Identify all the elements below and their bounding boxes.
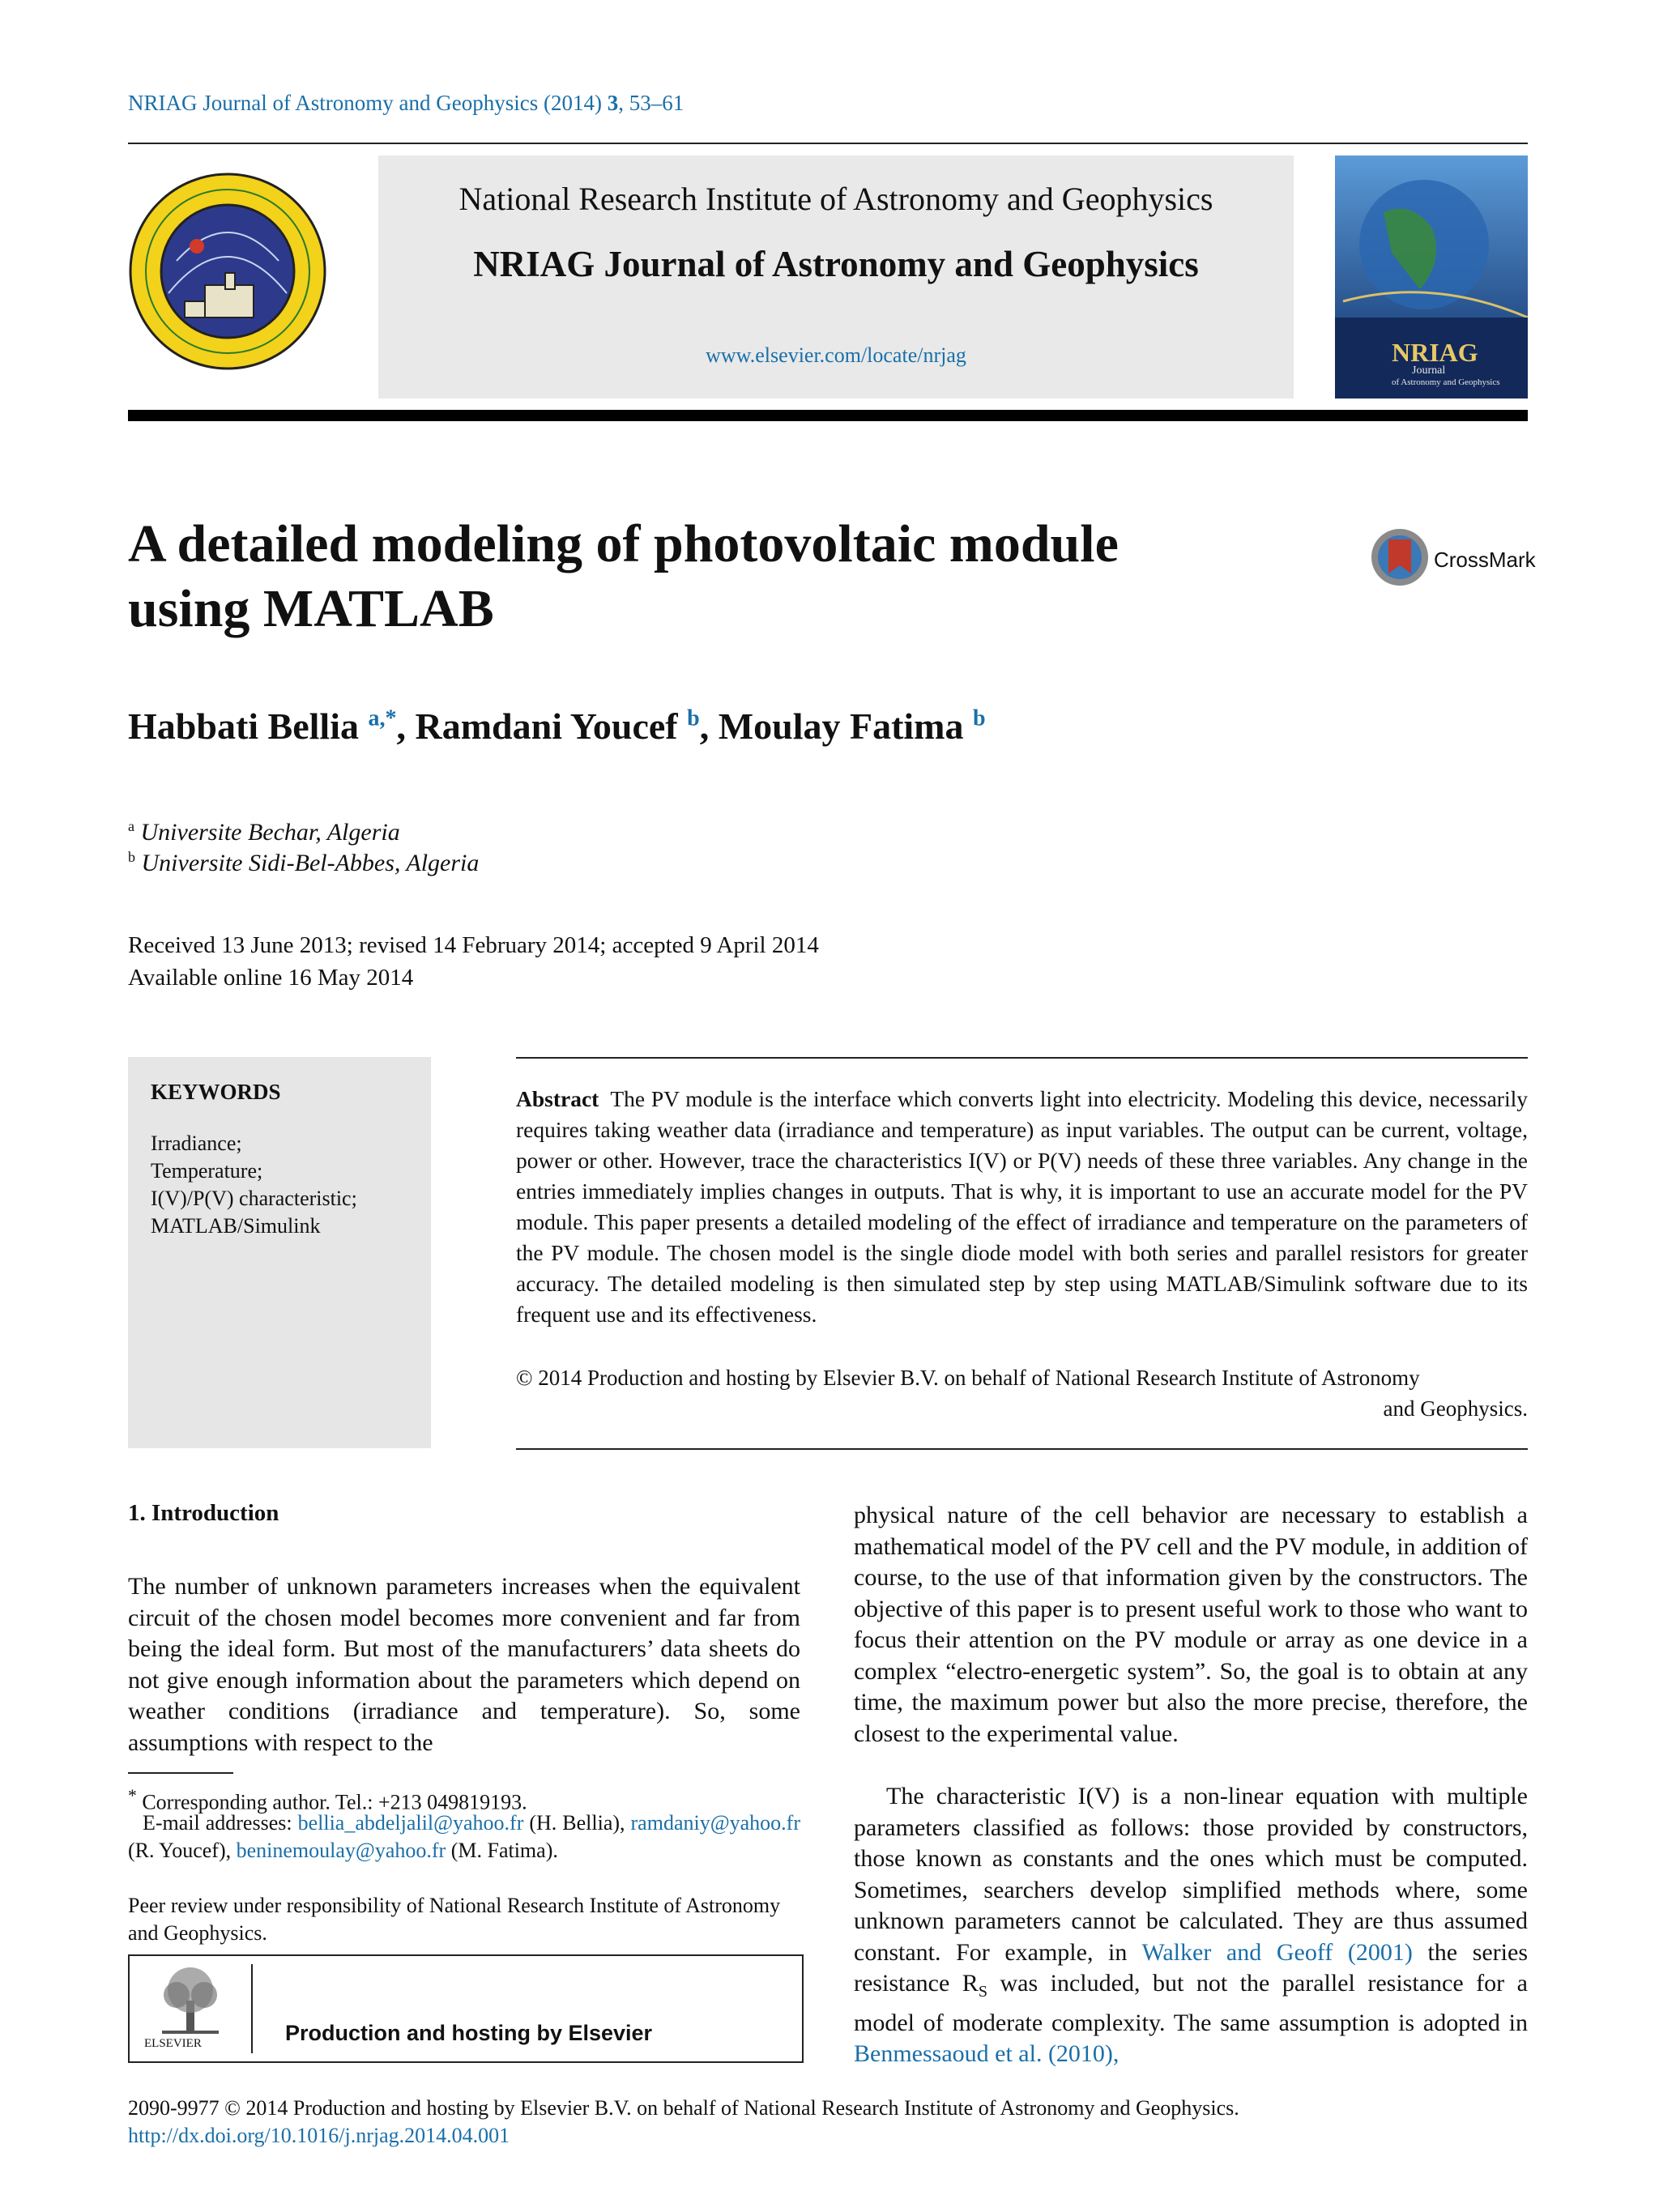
footnote-star: * bbox=[128, 1786, 137, 1805]
available-online: Available online 16 May 2014 bbox=[128, 965, 414, 991]
para2-text-b: the series resistance R bbox=[854, 1938, 1528, 1997]
doi-link[interactable]: http://dx.doi.org/10.1016/j.nrjag.2014.04.001 bbox=[128, 2124, 510, 2147]
article-title bbox=[128, 512, 1222, 641]
keyword-item: MATLAB/Simulink bbox=[151, 1214, 321, 1238]
institute-logo bbox=[128, 172, 327, 371]
intro-right-paragraph-1: physical nature of the cell behavior are necessary to establish a mathematical model of the PV cell and the PV module, in addition of course, to the use of that information given by the constructors. The objective of this paper is to present useful work to those who want to focus their attention on the PV module or array as one device in a complex “electro-energetic system”. So, the goal is to obtain at any time, the maximum power but also the more precise, therefore, the closest to the experimental value. bbox=[854, 1502, 1528, 1747]
intro-left-paragraph: The number of unknown parameters increases when the equivalent circuit of the chosen model becomes more convenient and far from being the ideal form. But most of the manufacturers’ data sheets do not give enough information about the parameters which depend on weather conditions (irradiance and temperature). So, some assumptions with respect to the bbox=[128, 1573, 800, 1756]
abstract-top-rule bbox=[516, 1057, 1528, 1059]
author-1-affiliation[interactable]: a,* bbox=[368, 705, 397, 731]
elsevier-divider bbox=[251, 1964, 253, 2053]
journal-name: NRIAG Journal of Astronomy and Geophysics bbox=[473, 244, 1199, 284]
crossmark-icon bbox=[1369, 526, 1431, 588]
title-line-2: using MATLAB bbox=[128, 579, 494, 638]
peer-review-note: Peer review under responsibility of National Research Institute of Astronomy and Geophysics. bbox=[128, 1894, 781, 1945]
crossmark-label: CrossMark bbox=[1434, 548, 1536, 572]
elsevier-tree-icon bbox=[146, 1964, 235, 2037]
affiliation-b-text: Universite Sidi-Bel-Abbes, Algeria bbox=[141, 850, 480, 876]
cover-subtitle-2: of Astronomy and Geophysics bbox=[1392, 377, 1500, 387]
institute-name: National Research Institute of Astronomy and Geophysics bbox=[458, 181, 1213, 217]
journal-ref-pages: , 53–61 bbox=[618, 91, 684, 115]
email-link-moulay[interactable]: beninemoulay@yahoo.fr bbox=[236, 1839, 446, 1862]
footnote-rule bbox=[128, 1772, 233, 1774]
keywords-box bbox=[128, 1057, 431, 1448]
citation-link-benmessaoud[interactable]: Benmessaoud et al. (2010), bbox=[854, 2040, 1120, 2067]
elsevier-name: ELSEVIER bbox=[144, 2037, 202, 2050]
abstract bbox=[516, 1084, 1528, 1330]
institute-seal-icon bbox=[128, 172, 327, 371]
para2-text-c: was included, but not the parallel resistance for a model of moderate complexity. The same assumption is adopted in bbox=[854, 1970, 1528, 2036]
cover-title: NRIAG bbox=[1392, 338, 1478, 367]
keyword-item: Irradiance; bbox=[151, 1132, 242, 1155]
author-2-affiliation[interactable]: b bbox=[687, 705, 700, 731]
abstract-label: Abstract bbox=[516, 1086, 599, 1111]
keywords-title: KEYWORDS bbox=[151, 1080, 281, 1104]
journal-ref-prefix: NRIAG Journal of Astronomy and Geophysics (2014) bbox=[128, 91, 602, 115]
affiliation-a-text: Universite Bechar, Algeria bbox=[140, 819, 400, 846]
journal-reference[interactable] bbox=[128, 91, 684, 116]
section-heading: 1. Introduction bbox=[128, 1500, 279, 1526]
author-1: Habbati Bellia bbox=[128, 705, 359, 747]
affiliation-a-mark: a bbox=[128, 818, 134, 834]
corresponding-author: Corresponding author. Tel.: +213 049819193. bbox=[142, 1790, 527, 1814]
email-link-bellia[interactable]: bellia_abdeljalil@yahoo.fr bbox=[297, 1811, 524, 1835]
email-label: E-mail addresses: bbox=[143, 1811, 292, 1835]
copyright-line-2: and Geophysics. bbox=[1383, 1396, 1528, 1421]
author-list bbox=[128, 705, 986, 748]
copyright-line-1: © 2014 Production and hosting by Elsevier B.V. on behalf of National Research Institute of Astronomy bbox=[516, 1366, 1420, 1390]
issn-line: 2090-9977 © 2014 Production and hosting by Elsevier B.V. on behalf of National Research Institute of Astronomy and Geophysics. bbox=[128, 2096, 1239, 2120]
abstract-text: The PV module is the interface which converts light into electricity. Modeling this device, necessarily requires taking weather data (irradiance and temperature) as input variables. The output can be current, voltage, power or other. However, trace the characteristics I(V) or P(V) needs of these three variables. Any change in the entries immediately implies changes in outputs. That is why, it is important to use an accurate model for the PV module. This paper presents a detailed modeling of the effect of irradiance and temperature on the parameters of the PV module. The chosen model is the single diode model with both series and parallel resistors for greater accuracy. The detailed modeling is then simulated step by step using MATLAB/Simulink software due to its frequent use and its effectiveness. bbox=[516, 1086, 1528, 1327]
email-owner-bellia: (H. Bellia), bbox=[529, 1811, 625, 1835]
abstract-copyright bbox=[516, 1362, 1528, 1424]
journal-header-box bbox=[378, 156, 1294, 399]
journal-cover bbox=[1335, 156, 1528, 399]
affiliation-b bbox=[128, 849, 479, 877]
elsevier-hosting-text: Production and hosting by Elsevier bbox=[285, 2021, 653, 2045]
keyword-item: I(V)/P(V) characteristic; bbox=[151, 1187, 357, 1210]
abstract-bottom-rule bbox=[516, 1448, 1528, 1450]
affiliation-b-mark: b bbox=[128, 849, 135, 865]
cover-subtitle-1: Journal bbox=[1412, 364, 1446, 377]
author-3: , Moulay Fatima bbox=[699, 705, 964, 747]
journal-url-link[interactable]: www.elsevier.com/locate/nrjag bbox=[706, 343, 966, 367]
affiliation-a bbox=[128, 818, 400, 846]
email-owner-moulay: (M. Fatima). bbox=[450, 1839, 558, 1862]
received-dates: Received 13 June 2013; revised 14 February 2014; accepted 9 April 2014 bbox=[128, 932, 819, 958]
journal-ref-volume: 3 bbox=[607, 91, 619, 115]
author-2: , Ramdani Youcef bbox=[396, 705, 678, 747]
email-link-ramdani[interactable]: ramdaniy@yahoo.fr bbox=[630, 1811, 801, 1835]
header-thick-rule bbox=[128, 410, 1528, 421]
header-rule bbox=[128, 143, 1528, 144]
keyword-item: Temperature; bbox=[151, 1159, 263, 1183]
citation-link-walker[interactable]: Walker and Geoff (2001) bbox=[1141, 1938, 1413, 1966]
email-owner-ramdani: (R. Youcef), bbox=[128, 1839, 232, 1862]
elsevier-box bbox=[128, 1954, 804, 2063]
author-3-affiliation[interactable]: b bbox=[973, 705, 986, 731]
footnote-emails bbox=[128, 1809, 800, 1865]
title-line-1: A detailed modeling of photovoltaic module bbox=[128, 514, 1119, 573]
para2-subscript: S bbox=[978, 1983, 987, 2001]
para2-text-a: The characteristic I(V) is a non-linear equation with multiple parameters classified as follows: those provided by constructors, those known as constants and the ones which must be computed. Sometimes, searchers develop simplified methods where, some unknown parameters cannot be calculated. They are thus assumed constant. For example, in bbox=[854, 1783, 1528, 1966]
intro-right-paragraph-2 bbox=[854, 1781, 1528, 2070]
